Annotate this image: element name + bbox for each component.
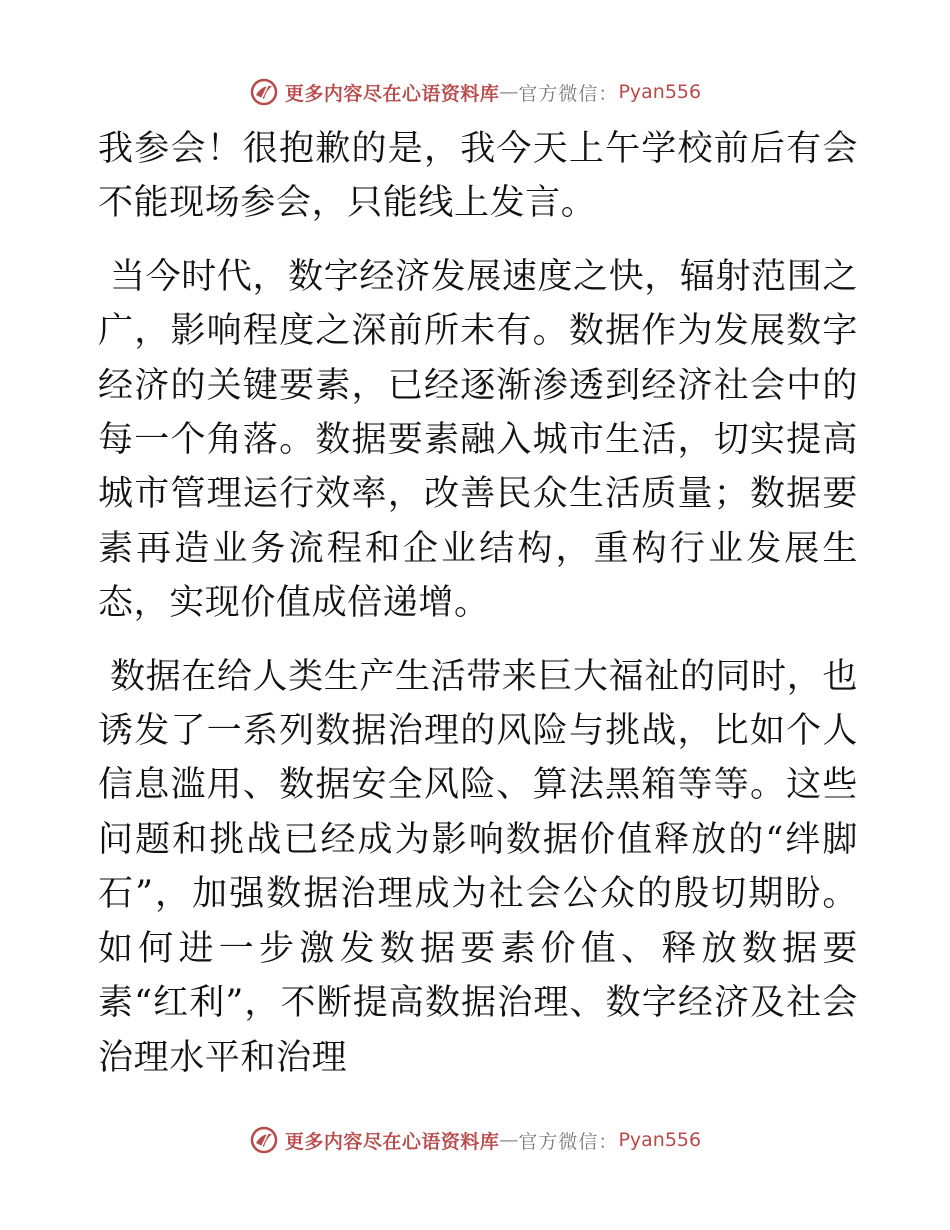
watermark-label: 官方微信：: [518, 82, 619, 105]
watermark-label: 官方微信：: [518, 1130, 619, 1153]
paragraph-3: 数据在给人类生产生活带来巨大福祉的同时，也诱发了一系列数据治理的风险与挑战，比如个人信息滥用、数据安全风险、算法黑箱等等。这些问题和挑战已经成为影响数据价值释放的“绊脚石”，加强数据治理成为社会公众的殷切期盼。如何进一步激发数据要素价值、释放数据要素“红利”，不断提高数据治理、数字经济及社会治理水平和治理: [98, 656, 858, 1078]
brand-logo-icon: [249, 77, 279, 107]
brand-logo-icon: [249, 1125, 279, 1155]
watermark-id: Pyan556: [618, 1129, 702, 1151]
document-body: [98, 122, 858, 1085]
header-watermark: [0, 72, 950, 112]
paragraph-2: 当今时代，数字经济发展速度之快，辐射范围之广，影响程度之深前所未有。数据作为发展数字经济的关键要素，已经逐渐渗透到经济社会中的每一个角落。数据要素融入城市生活，切实提高城市管理运行效率，改善民众生活质量；数据要素再造业务流程和企业结构，重构行业发展生态，实现价值成倍递增。: [98, 256, 858, 624]
watermark-brand: 更多内容尽在心语资料库: [284, 1130, 500, 1153]
watermark-separator: —: [499, 81, 519, 103]
watermark-separator: —: [499, 1129, 519, 1151]
footer-watermark: [0, 1120, 950, 1160]
watermark-brand: 更多内容尽在心语资料库: [284, 82, 500, 105]
paragraph-1: 我参会！很抱歉的是，我今天上午学校前后有会不能现场参会，只能线上发言。: [98, 129, 858, 224]
watermark-id: Pyan556: [618, 81, 702, 103]
